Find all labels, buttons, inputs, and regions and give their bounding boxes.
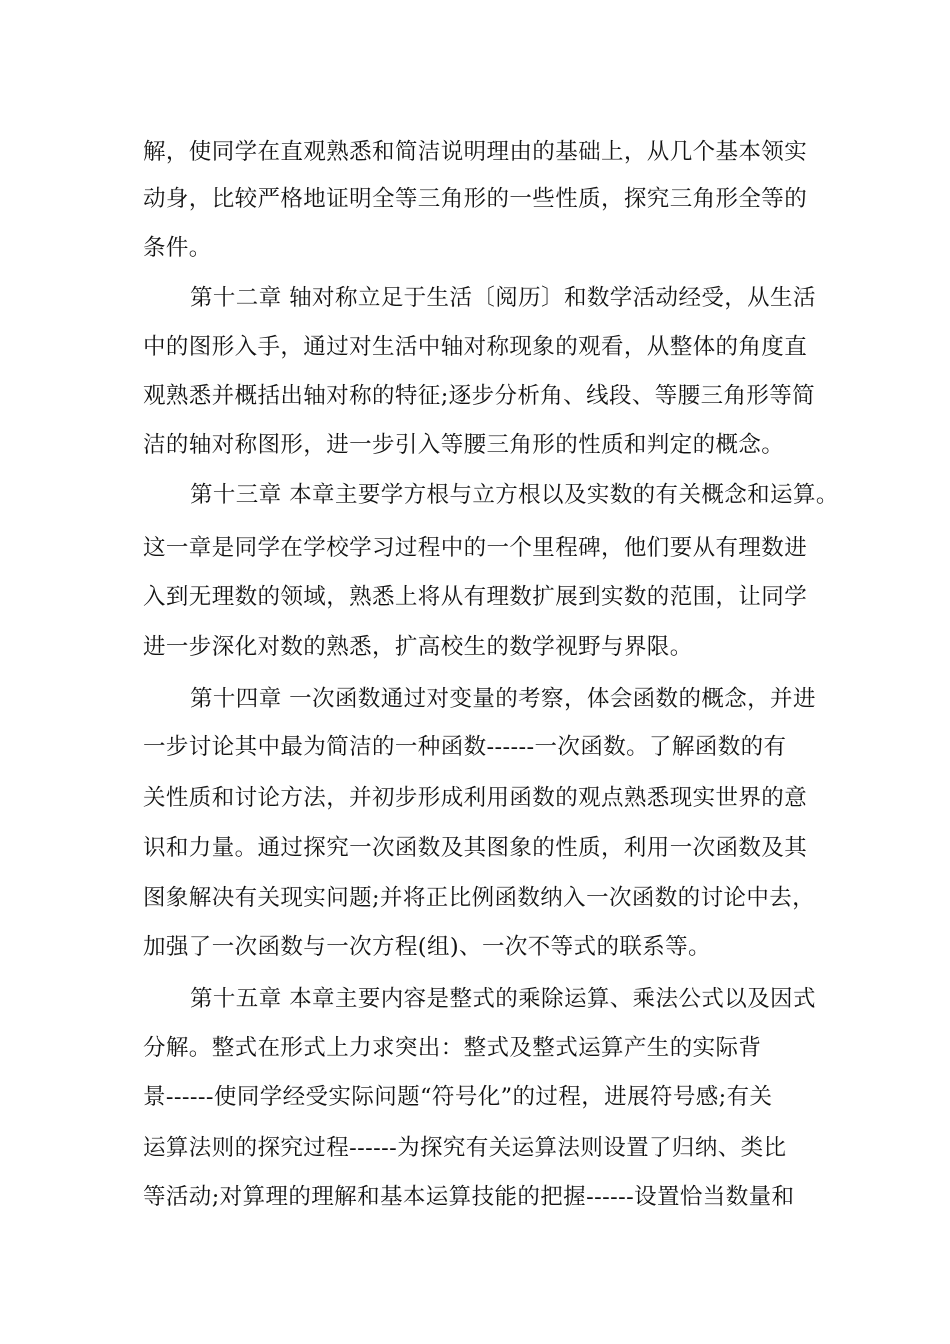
- text-line: 一步讨论其中最为简洁的一种函数------一次函数。了解函数的有: [143, 734, 787, 760]
- text-line: 加强了一次函数与一次方程(组)、一次不等式的联系等。: [143, 934, 711, 960]
- text-line: 第十二章 轴对称立足于生活〔阅历〕和数学活动经受，从生活: [190, 285, 816, 311]
- text-line: 识和力量。通过探究一次函数及其图象的性质，利用一次函数及其: [143, 835, 808, 861]
- text-line: 解，使同学在直观熟悉和简洁说明理由的基础上，从几个基本领实: [143, 139, 808, 165]
- text-line: 条件。: [143, 235, 212, 261]
- text-line: 中的图形入手，通过对生活中轴对称现象的观看，从整体的角度直: [143, 334, 808, 360]
- text-line: 关性质和讨论方法，并初步形成利用函数的观点熟悉现实世界的意: [143, 785, 808, 811]
- text-line: 第十五章 本章主要内容是整式的乘除运算、乘法公式以及因式: [190, 986, 816, 1012]
- text-line: 进一步深化对数的熟悉，扩高校生的数学视野与界限。: [143, 634, 693, 660]
- text-line: 分解。整式在形式上力求突出：整式及整式运算产生的实际背: [143, 1035, 762, 1061]
- text-line: 这一章是同学在学校学习过程中的一个里程碑，他们要从有理数进: [143, 535, 808, 561]
- text-line: 第十三章 本章主要学方根与立方根以及实数的有关概念和运算。: [190, 482, 839, 508]
- text-line: 图象解决有关现实问题;并将正比例函数纳入一次函数的讨论中去，: [143, 885, 816, 911]
- text-line: 等活动;对算理的理解和基本运算技能的把握------设置恰当数量和: [143, 1184, 795, 1210]
- text-line: 运算法则的探究过程------为探究有关运算法则设置了归纳、类比: [143, 1135, 787, 1161]
- text-line: 动身，比较严格地证明全等三角形的一些性质，探究三角形全等的: [143, 186, 808, 212]
- text-line: 第十四章 一次函数通过对变量的考察，体会函数的概念，并进: [190, 686, 816, 712]
- text-line: 洁的轴对称图形，进一步引入等腰三角形的性质和判定的概念。: [143, 432, 785, 458]
- text-line: 入到无理数的领域，熟悉上将从有理数扩展到实数的范围，让同学: [143, 584, 808, 610]
- text-line: 观熟悉并概括出轴对称的特征;逐步分析角、线段、等腰三角形等简: [143, 383, 816, 409]
- text-line: 景------使同学经受实际问题“符号化”的过程，进展符号感;有关: [143, 1084, 773, 1110]
